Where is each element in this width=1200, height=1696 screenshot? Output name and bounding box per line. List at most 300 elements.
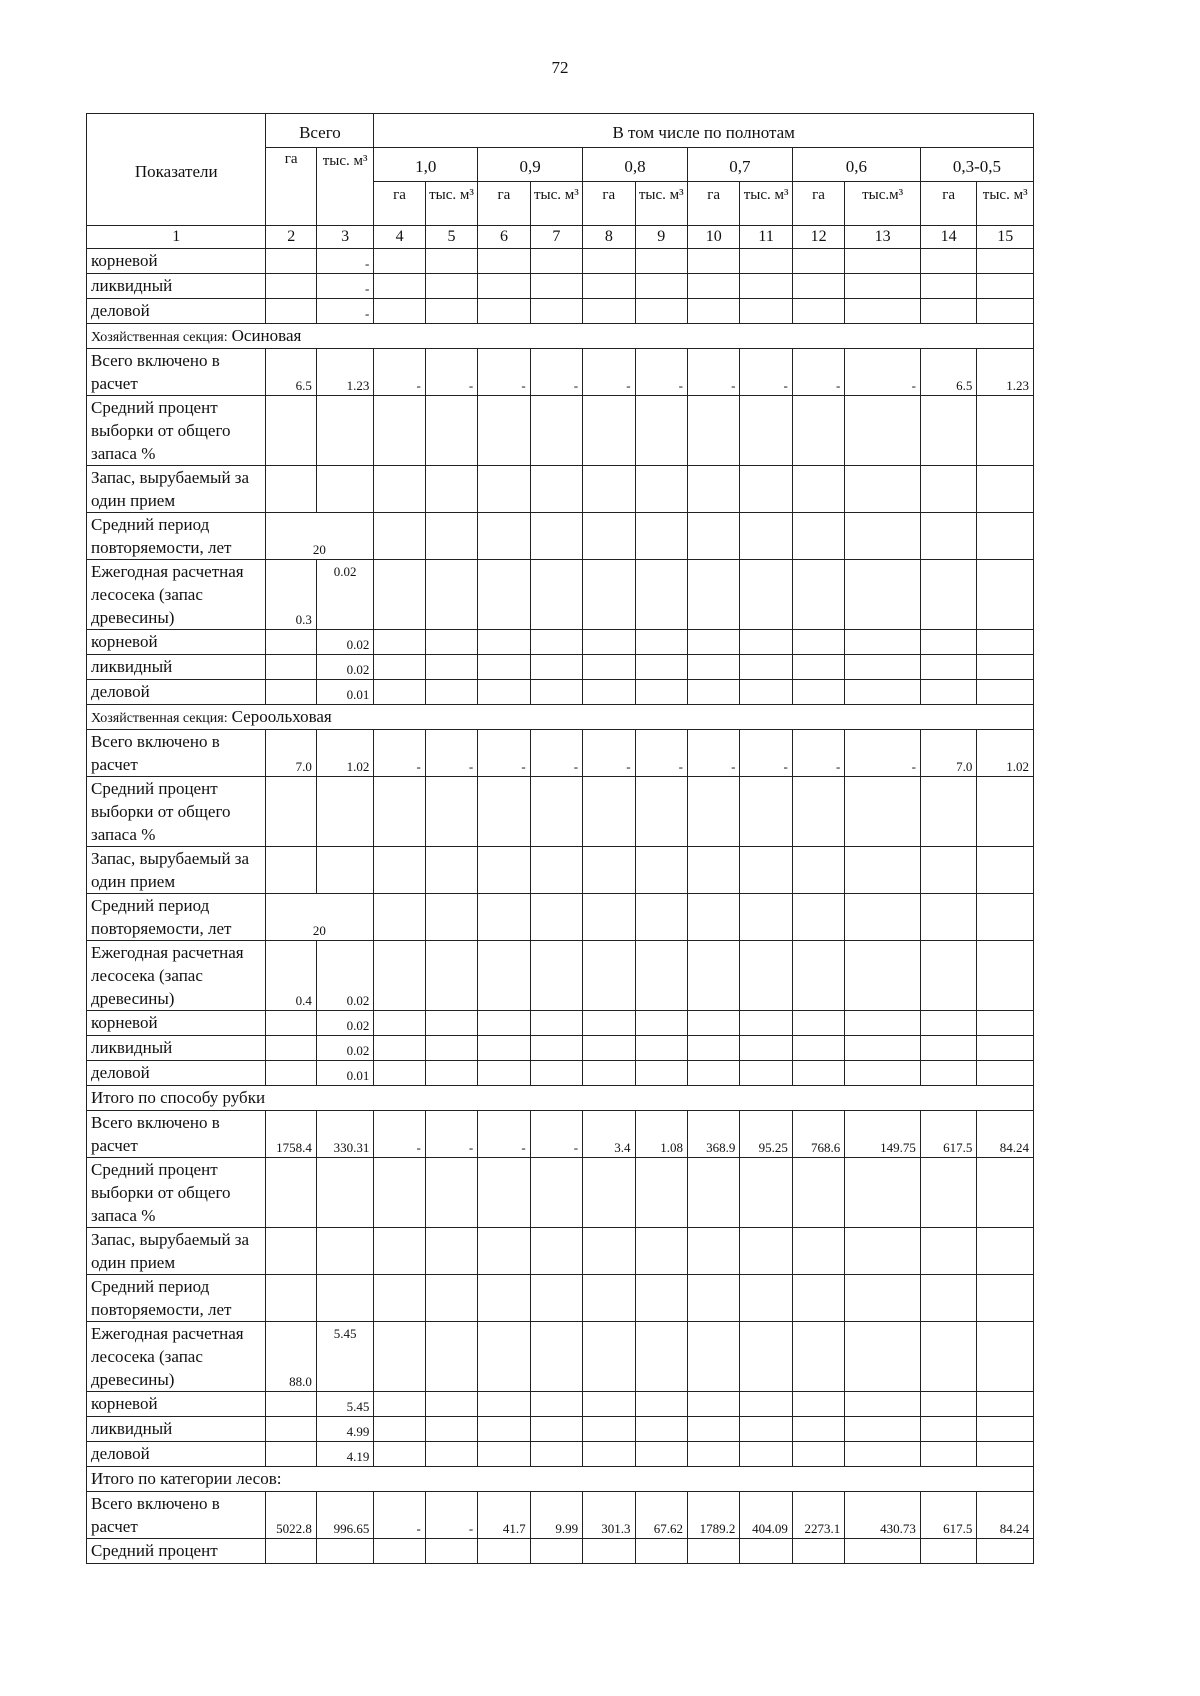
data-cell	[374, 513, 425, 560]
data-cell	[792, 1539, 844, 1564]
data-cell	[845, 777, 921, 847]
row-label: Ежегодная расчетная лесосека (запас древесины)	[87, 1322, 266, 1392]
column-number: 6	[478, 226, 530, 249]
data-cell	[845, 1011, 921, 1036]
data-cell	[687, 1228, 739, 1275]
table-row	[87, 1061, 1034, 1086]
data-cell	[583, 941, 635, 1011]
data-cell	[530, 249, 582, 274]
data-cell	[687, 1275, 739, 1322]
data-cell	[687, 299, 739, 324]
row-label: Всего включено в расчет	[87, 730, 266, 777]
data-cell	[977, 466, 1034, 513]
section-title	[87, 1467, 1034, 1492]
data-cell: -	[845, 730, 921, 777]
section-row	[87, 324, 1034, 349]
data-cell	[374, 941, 425, 1011]
data-cell	[845, 249, 921, 274]
data-cell	[687, 894, 739, 941]
data-cell: -	[687, 349, 739, 396]
data-cell	[478, 777, 530, 847]
data-cell: -	[425, 349, 477, 396]
data-cell	[920, 560, 976, 630]
data-cell	[374, 1158, 425, 1228]
data-cell	[425, 1158, 477, 1228]
data-cell	[478, 680, 530, 705]
data-cell: 768.6	[792, 1111, 844, 1158]
data-cell	[583, 1036, 635, 1061]
column-number: 9	[635, 226, 687, 249]
section-prefix: Хозяйственная секция:	[91, 330, 228, 345]
data-cell	[374, 847, 425, 894]
data-cell	[740, 630, 792, 655]
header-density-3: 0,8	[583, 148, 688, 182]
section-name: Сероольховая	[231, 707, 332, 726]
data-cell	[583, 630, 635, 655]
data-cell	[792, 466, 844, 513]
data-cell	[583, 513, 635, 560]
section-row	[87, 705, 1034, 730]
page-number: 72	[551, 58, 569, 77]
data-cell	[530, 1417, 582, 1442]
data-cell	[687, 1011, 739, 1036]
data-cell	[977, 1539, 1034, 1564]
data-cell	[845, 466, 921, 513]
data-cell	[425, 1228, 477, 1275]
table-row	[87, 1111, 1034, 1158]
data-cell	[583, 466, 635, 513]
data-cell	[740, 513, 792, 560]
data-cell	[530, 894, 582, 941]
header-unit-volume: тыс.м³	[845, 182, 921, 226]
table-row	[87, 1492, 1034, 1539]
data-cell	[687, 1392, 739, 1417]
data-cell	[635, 1275, 687, 1322]
data-cell	[425, 1061, 477, 1086]
table-row	[87, 777, 1034, 847]
data-cell	[316, 1539, 373, 1564]
data-cell: 617.5	[920, 1111, 976, 1158]
data-cell	[583, 299, 635, 324]
data-cell	[845, 1539, 921, 1564]
data-cell	[792, 1158, 844, 1228]
data-cell	[425, 396, 477, 466]
data-cell: 7.0	[266, 730, 316, 777]
data-cell: 6.5	[920, 349, 976, 396]
data-cell	[374, 466, 425, 513]
data-cell	[266, 1539, 316, 1564]
data-cell	[478, 249, 530, 274]
data-cell: -	[374, 1492, 425, 1539]
data-cell	[374, 1061, 425, 1086]
data-cell	[740, 1158, 792, 1228]
data-cell	[374, 1539, 425, 1564]
header-density-1: 1,0	[374, 148, 478, 182]
data-cell	[977, 1228, 1034, 1275]
data-cell	[583, 655, 635, 680]
header-density-2: 0,9	[478, 148, 583, 182]
data-cell: 7.0	[920, 730, 976, 777]
data-cell	[530, 630, 582, 655]
data-cell: -	[530, 730, 582, 777]
data-cell	[792, 513, 844, 560]
data-cell	[845, 1392, 921, 1417]
data-cell	[740, 777, 792, 847]
data-cell	[583, 1228, 635, 1275]
data-cell	[920, 655, 976, 680]
data-cell: 95.25	[740, 1111, 792, 1158]
data-cell: 0.02	[316, 941, 373, 1011]
header-unit-ha: га	[687, 182, 739, 226]
data-cell	[792, 655, 844, 680]
data-cell: 149.75	[845, 1111, 921, 1158]
data-cell	[920, 1275, 976, 1322]
column-number: 12	[792, 226, 844, 249]
section-name: Осиновая	[231, 326, 302, 345]
data-cell	[425, 1322, 477, 1392]
data-cell	[977, 847, 1034, 894]
section-row	[87, 1467, 1034, 1492]
data-cell	[478, 630, 530, 655]
data-cell	[530, 680, 582, 705]
data-cell	[478, 894, 530, 941]
data-cell	[530, 560, 582, 630]
data-cell	[374, 1011, 425, 1036]
data-cell	[687, 1539, 739, 1564]
data-cell	[740, 680, 792, 705]
row-label: Средний период повторяемости, лет	[87, 894, 266, 941]
data-cell	[478, 1392, 530, 1417]
data-cell: 301.3	[583, 1492, 635, 1539]
data-cell	[687, 941, 739, 1011]
data-cell	[687, 777, 739, 847]
data-cell: -	[478, 730, 530, 777]
data-cell	[740, 1442, 792, 1467]
data-cell	[792, 1392, 844, 1417]
data-cell	[530, 655, 582, 680]
data-cell	[583, 1061, 635, 1086]
header-density-5: 0,6	[792, 148, 920, 182]
data-cell: 1.02	[977, 730, 1034, 777]
data-cell	[583, 1275, 635, 1322]
data-cell	[583, 1011, 635, 1036]
table-row	[87, 1322, 1034, 1392]
data-cell	[977, 680, 1034, 705]
data-cell	[845, 1275, 921, 1322]
data-cell	[478, 1442, 530, 1467]
header-by-density: В том числе по полнотам	[374, 114, 1034, 148]
row-label: деловой	[87, 299, 266, 324]
data-cell	[583, 249, 635, 274]
data-cell	[792, 396, 844, 466]
data-cell	[920, 1392, 976, 1417]
data-cell	[740, 1061, 792, 1086]
data-cell	[425, 274, 477, 299]
data-cell: 0.01	[316, 680, 373, 705]
data-cell: 4.19	[316, 1442, 373, 1467]
column-number: 14	[920, 226, 976, 249]
header-unit-ha: га	[583, 182, 635, 226]
data-cell	[920, 630, 976, 655]
row-label: деловой	[87, 1061, 266, 1086]
table-row	[87, 396, 1034, 466]
data-cell: -	[530, 349, 582, 396]
data-cell	[977, 894, 1034, 941]
data-cell	[635, 680, 687, 705]
data-cell	[740, 1275, 792, 1322]
forest-allowance-table	[86, 113, 1034, 1564]
data-cell	[316, 1228, 373, 1275]
column-number: 15	[977, 226, 1034, 249]
data-cell	[635, 1442, 687, 1467]
header-unit-ha: га	[792, 182, 844, 226]
data-cell	[635, 1322, 687, 1392]
data-cell	[478, 847, 530, 894]
section-title	[87, 1086, 1034, 1111]
data-cell	[266, 466, 316, 513]
data-cell: -	[425, 1111, 477, 1158]
data-cell	[977, 630, 1034, 655]
data-cell	[478, 655, 530, 680]
data-cell	[635, 249, 687, 274]
data-cell: 41.7	[478, 1492, 530, 1539]
data-cell: 67.62	[635, 1492, 687, 1539]
data-cell: 2273.1	[792, 1492, 844, 1539]
data-cell	[920, 1158, 976, 1228]
data-cell: 1.23	[316, 349, 373, 396]
data-cell	[845, 1322, 921, 1392]
table-row	[87, 1275, 1034, 1322]
data-cell	[740, 299, 792, 324]
data-cell	[687, 513, 739, 560]
table-row	[87, 1036, 1034, 1061]
data-cell	[425, 1442, 477, 1467]
data-cell	[583, 777, 635, 847]
section-title	[87, 324, 1034, 349]
data-cell	[478, 1417, 530, 1442]
table-row	[87, 1392, 1034, 1417]
data-cell	[920, 941, 976, 1011]
data-cell	[740, 466, 792, 513]
data-cell	[977, 1417, 1034, 1442]
data-cell	[792, 249, 844, 274]
data-cell	[920, 680, 976, 705]
data-cell	[740, 249, 792, 274]
table-row	[87, 941, 1034, 1011]
data-cell	[920, 1417, 976, 1442]
data-cell	[374, 1442, 425, 1467]
row-label: деловой	[87, 680, 266, 705]
data-cell	[583, 680, 635, 705]
data-cell	[530, 1036, 582, 1061]
header-unit-ha: га	[478, 182, 530, 226]
data-cell	[635, 847, 687, 894]
data-cell	[977, 249, 1034, 274]
data-cell	[977, 274, 1034, 299]
data-cell: -	[635, 730, 687, 777]
data-cell	[635, 1392, 687, 1417]
data-cell	[425, 249, 477, 274]
data-cell	[266, 1275, 316, 1322]
data-cell	[425, 466, 477, 513]
data-cell	[478, 274, 530, 299]
table-row	[87, 847, 1034, 894]
data-cell	[687, 655, 739, 680]
table-row	[87, 1539, 1034, 1564]
data-cell: 1.02	[316, 730, 373, 777]
data-cell	[583, 1539, 635, 1564]
data-cell	[740, 847, 792, 894]
table-row	[87, 655, 1034, 680]
data-cell	[740, 1228, 792, 1275]
data-cell: 330.31	[316, 1111, 373, 1158]
data-cell: -	[635, 349, 687, 396]
data-cell	[920, 1228, 976, 1275]
data-cell	[920, 1061, 976, 1086]
data-cell	[478, 513, 530, 560]
data-cell	[687, 1417, 739, 1442]
data-cell: -	[478, 1111, 530, 1158]
data-cell	[845, 1417, 921, 1442]
column-number: 8	[583, 226, 635, 249]
data-cell	[977, 396, 1034, 466]
data-cell	[266, 1392, 316, 1417]
data-cell: 4.99	[316, 1417, 373, 1442]
data-cell: 430.73	[845, 1492, 921, 1539]
data-cell	[845, 396, 921, 466]
row-label: корневой	[87, 249, 266, 274]
table-row	[87, 560, 1034, 630]
data-cell	[977, 1392, 1034, 1417]
data-cell	[530, 1158, 582, 1228]
row-label: Средний процент выборки от общего запаса %	[87, 777, 266, 847]
data-cell	[635, 1036, 687, 1061]
header-unit-volume: тыс. м³	[530, 182, 582, 226]
data-cell	[920, 299, 976, 324]
data-cell	[316, 1158, 373, 1228]
data-cell	[478, 941, 530, 1011]
data-cell	[425, 299, 477, 324]
data-cell	[530, 466, 582, 513]
data-cell	[635, 1539, 687, 1564]
data-cell	[920, 274, 976, 299]
header-unit-volume: тыс. м³	[635, 182, 687, 226]
data-cell: -	[425, 730, 477, 777]
header-density-4: 0,7	[687, 148, 792, 182]
data-cell	[845, 299, 921, 324]
data-cell	[583, 274, 635, 299]
data-cell	[374, 680, 425, 705]
data-cell: 0.01	[316, 1061, 373, 1086]
data-cell	[977, 1036, 1034, 1061]
table-row	[87, 730, 1034, 777]
data-cell	[635, 1228, 687, 1275]
data-cell	[977, 1275, 1034, 1322]
data-cell	[425, 847, 477, 894]
data-cell	[635, 941, 687, 1011]
data-cell	[478, 1011, 530, 1036]
data-cell: -	[845, 349, 921, 396]
data-cell: 0.02	[316, 1011, 373, 1036]
data-cell	[266, 1228, 316, 1275]
data-cell	[792, 630, 844, 655]
data-cell: 404.09	[740, 1492, 792, 1539]
data-cell	[583, 560, 635, 630]
data-cell	[530, 1392, 582, 1417]
data-cell	[478, 1275, 530, 1322]
row-label: Запас, вырубаемый за один прием	[87, 1228, 266, 1275]
data-cell: 0.02	[316, 560, 373, 630]
data-cell	[478, 1322, 530, 1392]
data-cell	[845, 1228, 921, 1275]
data-cell	[374, 274, 425, 299]
data-cell	[845, 1442, 921, 1467]
data-cell	[845, 513, 921, 560]
header-total: Всего	[266, 114, 374, 148]
column-number: 5	[425, 226, 477, 249]
header-unit-volume: тыс. м³	[425, 182, 477, 226]
row-label: корневой	[87, 630, 266, 655]
data-cell	[687, 1322, 739, 1392]
data-cell	[266, 777, 316, 847]
data-cell	[792, 560, 844, 630]
table-row	[87, 513, 1034, 560]
data-cell	[792, 1011, 844, 1036]
data-cell	[266, 655, 316, 680]
data-cell: 84.24	[977, 1492, 1034, 1539]
data-cell	[740, 396, 792, 466]
data-cell	[478, 466, 530, 513]
data-cell	[740, 1392, 792, 1417]
data-cell	[792, 1061, 844, 1086]
data-cell	[266, 299, 316, 324]
data-cell	[635, 513, 687, 560]
row-label: Всего включено в расчет	[87, 1492, 266, 1539]
data-cell	[635, 1011, 687, 1036]
data-cell	[374, 560, 425, 630]
data-cell	[845, 680, 921, 705]
row-label: Средний процент выборки от общего запаса %	[87, 396, 266, 466]
data-cell	[266, 249, 316, 274]
row-label: Ежегодная расчетная лесосека (запас древесины)	[87, 560, 266, 630]
column-number: 2	[266, 226, 316, 249]
header-total-ha: га	[266, 148, 316, 226]
table-row	[87, 1158, 1034, 1228]
data-cell	[425, 777, 477, 847]
table-row	[87, 349, 1034, 396]
section-name: Итого по категории лесов:	[91, 1469, 282, 1488]
data-cell	[792, 1036, 844, 1061]
data-cell: 996.65	[316, 1492, 373, 1539]
data-cell	[740, 1322, 792, 1392]
data-cell	[478, 560, 530, 630]
data-cell: -	[792, 730, 844, 777]
column-number: 11	[740, 226, 792, 249]
data-cell	[478, 299, 530, 324]
data-cell: 1.23	[977, 349, 1034, 396]
data-cell	[740, 1011, 792, 1036]
data-cell	[530, 941, 582, 1011]
data-cell	[266, 1036, 316, 1061]
data-cell: 0.02	[316, 1036, 373, 1061]
data-cell	[478, 396, 530, 466]
data-cell	[374, 249, 425, 274]
data-cell	[425, 1036, 477, 1061]
data-cell	[792, 1322, 844, 1392]
data-cell: 368.9	[687, 1111, 739, 1158]
table-row	[87, 249, 1034, 274]
data-cell	[687, 680, 739, 705]
